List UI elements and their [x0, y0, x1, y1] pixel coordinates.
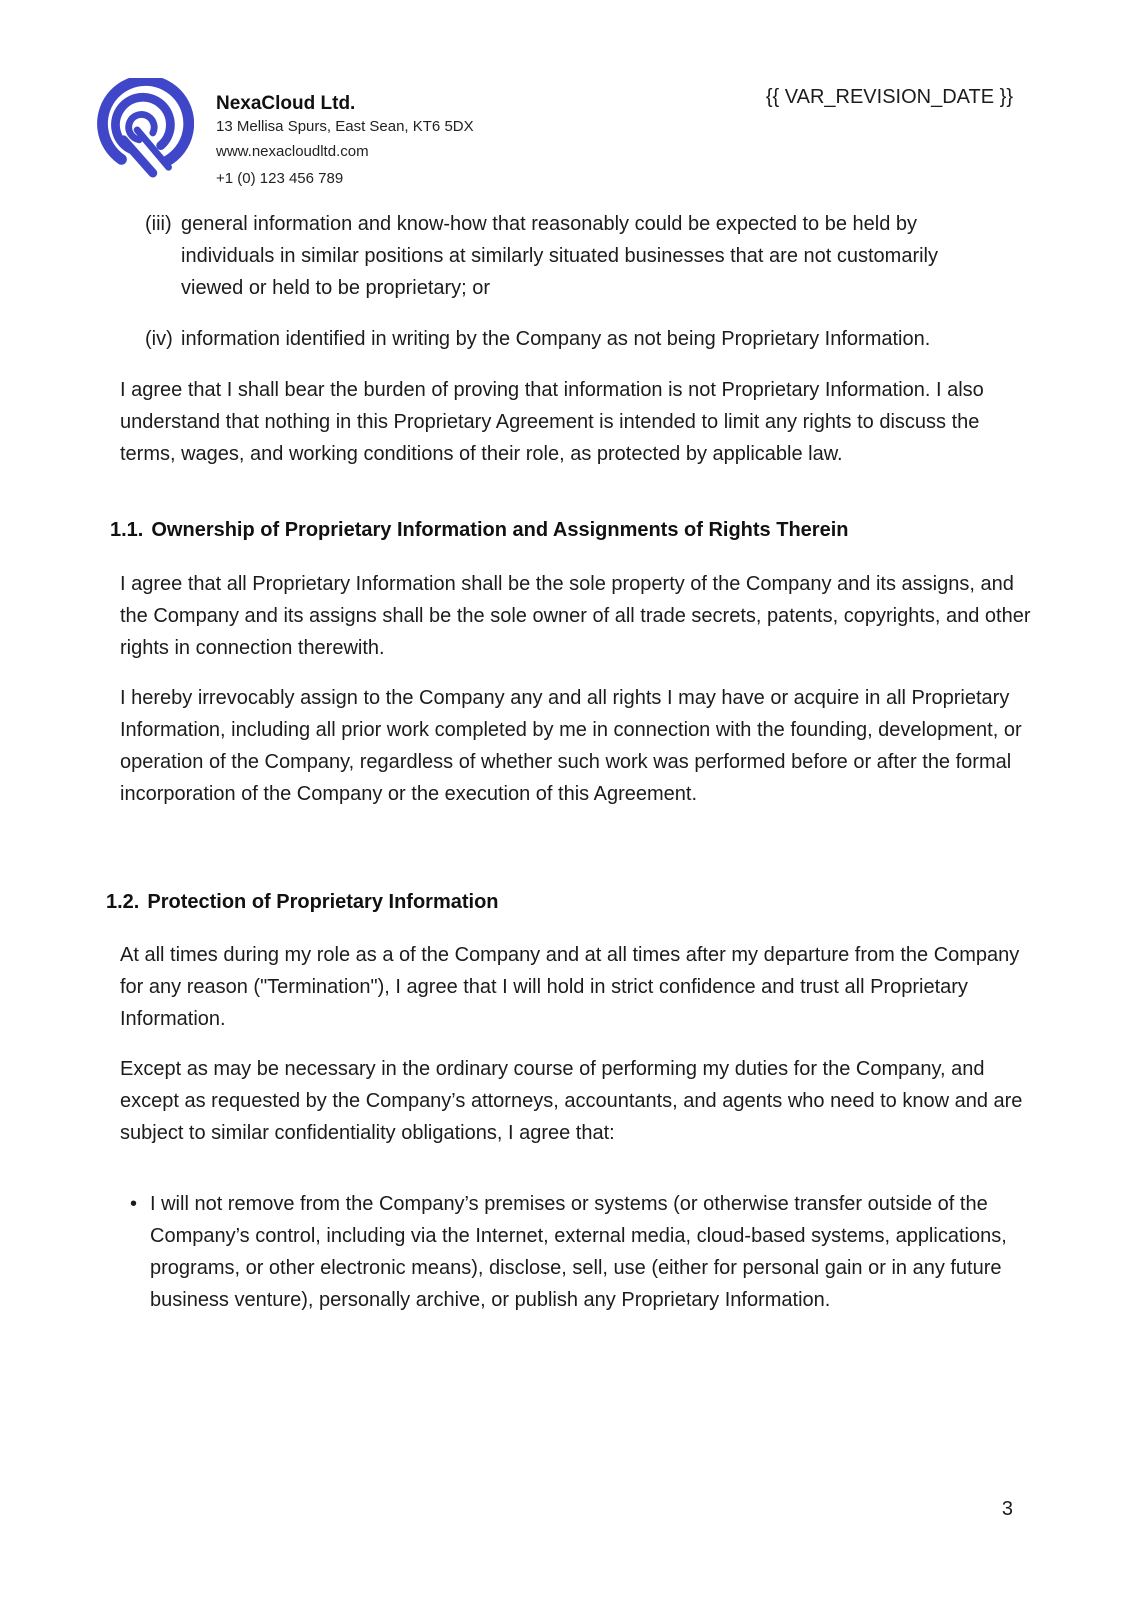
revision-date-placeholder: {{ VAR_REVISION_DATE }} — [765, 86, 1013, 108]
page-number: 3 — [1001, 1498, 1013, 1520]
list-item-text: information identified in writing by the Company as not being Proprietary Information. — [181, 328, 931, 350]
list-item-text: general information and know-how that reasonably could be expected to be held by individuals in similar positions at similarly situated businesses that are not customarily viewed or held to be proprietary; or — [181, 213, 938, 299]
company-phone: +1 (0) 123 456 789 — [216, 170, 344, 187]
company-name: NexaCloud Ltd. — [216, 93, 356, 114]
list-item-iv — [145, 323, 1005, 355]
protection-paragraph-2: Except as may be necessary in the ordinary course of performing my duties for the Company, and except as requested by the Company’s attorneys, accountants, and agents who need to know and are subject to similar confidentiality obligations, I agree that: — [120, 1058, 1023, 1144]
section-heading-1-1 — [110, 516, 848, 544]
section-number: 1.2. — [106, 891, 140, 913]
company-address: 13 Mellisa Spurs, East Sean, KT6 5DX — [216, 118, 474, 135]
section-title: Protection of Proprietary Information — [147, 891, 499, 913]
ownership-paragraph-1: I agree that all Proprietary Information shall be the sole property of the Company and its assigns, and the Company and its assigns shall be the sole owner of all trade secrets, patents, copyrights, and other rights in connection therewith. — [120, 573, 1031, 659]
ownership-paragraph-2: I hereby irrevocably assign to the Company any and all rights I may have or acquire in all Proprietary Information, including all prior work completed by me in connection with the founding, development, or operation of the Company, regardless of whether such work was performed before or after the formal incorporation of the Company or the execution of this Agreement. — [120, 687, 1022, 805]
company-info — [216, 92, 474, 192]
burden-of-proof-paragraph: I agree that I shall bear the burden of proving that information is not Proprietary Information. I also understand that nothing in this Proprietary Agreement is intended to limit any rights to discuss the terms, wages, and working conditions of their role, as protected by applicable law. — [120, 379, 984, 465]
section-number: 1.1. — [110, 519, 144, 541]
list-item-iii — [145, 208, 1005, 304]
protection-paragraph-1: At all times during my role as a of the Company and at all times after my departure from the Company for any reason ("Termination"), I agree that I will hold in strict confidence and trust all Proprietary Information. — [120, 944, 1020, 1030]
section-heading-1-2 — [106, 888, 499, 916]
company-logo — [96, 78, 194, 178]
list-marker: (iv) — [145, 328, 173, 350]
section-title: Ownership of Proprietary Information and Assignments of Rights Therein — [151, 519, 849, 541]
bullet-text: I will not remove from the Company’s premises or systems (or otherwise transfer outside of the Company’s control, including via the Internet, external media, cloud-based systems, applications, programs, or other electronic means), disclose, sell, use (either for personal gain or in any future business venture), personally archive, or publish any Proprietary Information. — [150, 1193, 1007, 1311]
company-website: www.nexacloudltd.com — [216, 143, 369, 160]
bullet-icon: • — [130, 1193, 138, 1215]
bullet-item — [130, 1188, 1030, 1316]
list-marker: (iii) — [145, 213, 172, 235]
